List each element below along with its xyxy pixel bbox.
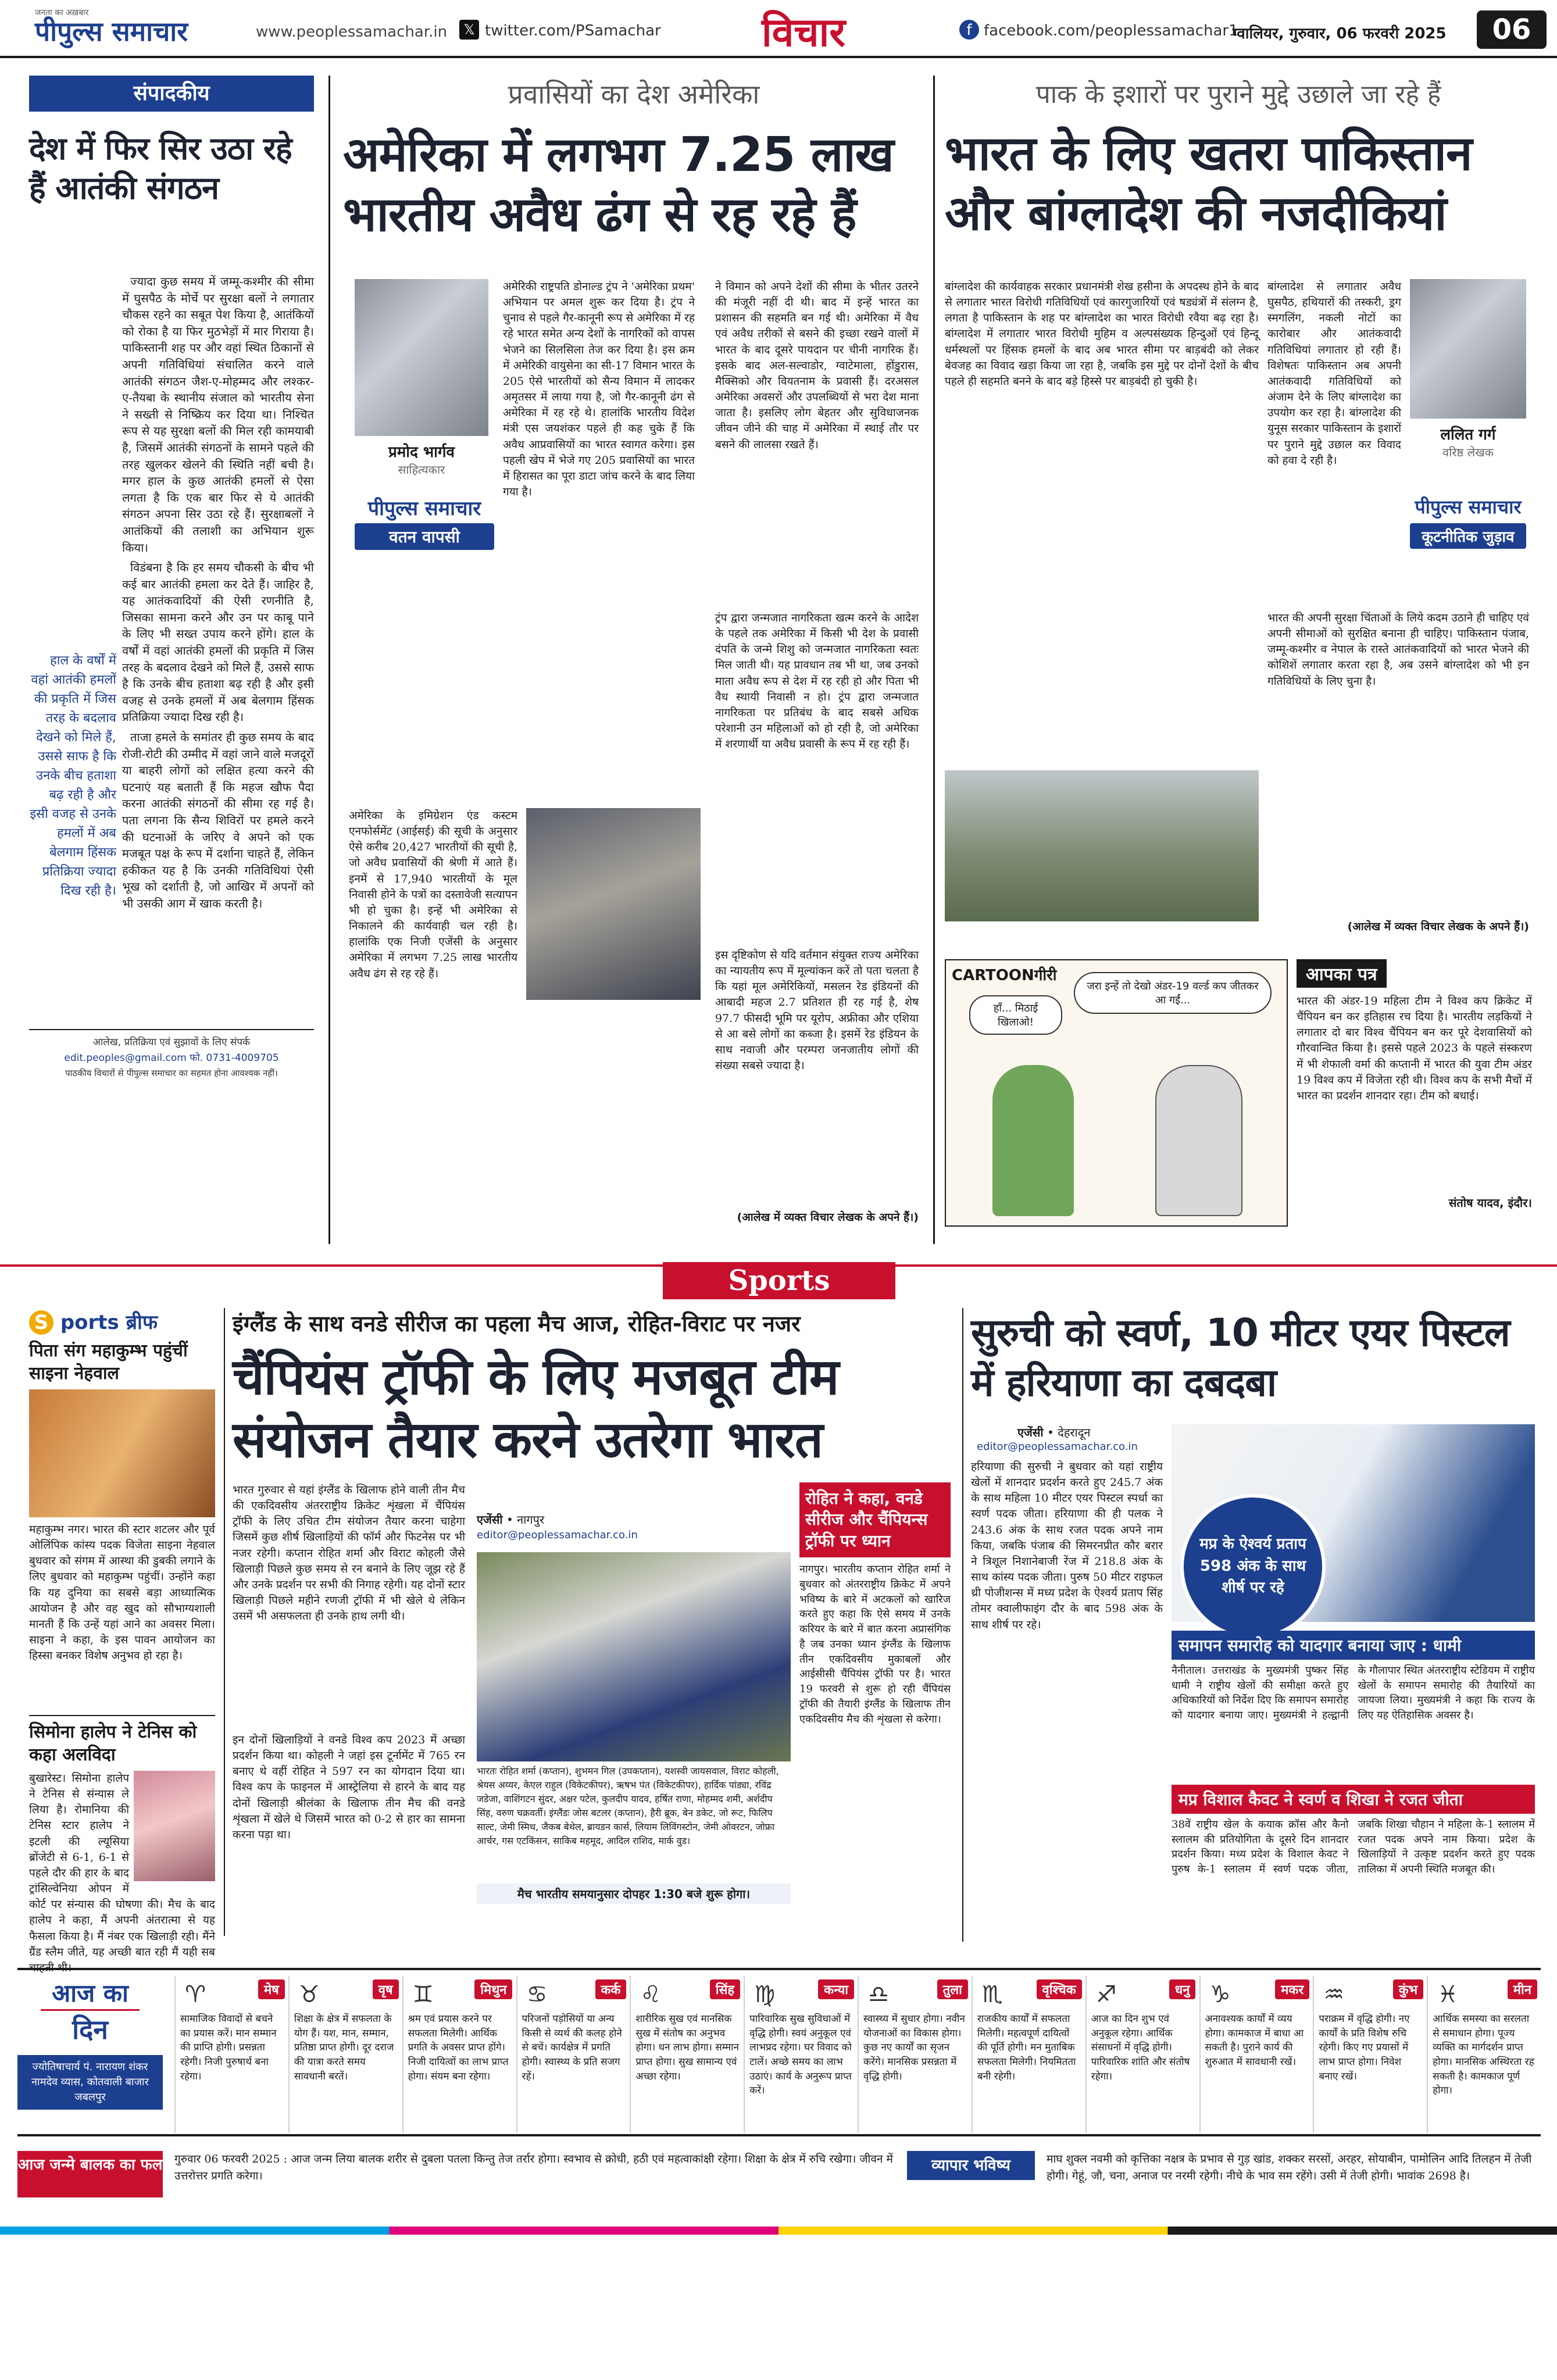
editorial-label: संपादकीय — [29, 76, 314, 112]
zodiac-sign-text: आज का दिन शुभ एवं अनुकूल रहेगा। आर्थिक संसाधनों में वृद्धि होगी। पारिवारिक शांति और संतोष रहेगा। — [1091, 2013, 1190, 2082]
shoot-badge: मप्र के ऐश्वर्य प्रताप 598 अंक के साथ शीर्ष पर रहे — [1180, 1494, 1326, 1639]
dhami-title: समापन समारोह को यादगार बनाया जाए : धामी — [1172, 1631, 1535, 1660]
birth-text: गुरुवार 06 फरवरी 2025 : आज जन्म लिया बालक शरीर से दुबला पतला किन्तु तेज तर्रार होगा। स्वभाव से क्रोधी, हठी एवं महत्वाकांक्षी रहेगा। शिक्षा के क्षेत्र में रुचि रखेगा। जीवन में उत्तरोत्तर प्रगति करेगा। — [174, 2153, 893, 2182]
zodiac-sign-text: शिक्षा के क्षेत्र में सफलता के योग हैं। यश, मान, सम्मान, प्रतिष्ठा प्राप्त होगी। दूर दराज की यात्रा करते समय सावधानी बरतें। — [294, 2013, 394, 2082]
sports-main-col-1: भारत गुरुवार से यहां इंग्लैंड के खिलाफ होने वाली तीन मैच की एकदिवसीय अंतरराष्ट्रीय क्रिकेट शृंखला में चैंपियंस ट्रॉफी के लिए उचित टीम संयोजन तैयार करना चाहेगा जिसमें कुछ शीर्ष खिलाड़ियों की फॉर्म और फिटनेस पर भी नजर रहेगी। कप्तान रोहित शर्मा और विराट कोहली जैसे खिलाड़ी पिछले कुछ समय से रन बनाने के लिए जूझ रहे हैं और उनके प्रदर्शन पर सभी की निगाह रहेगी। यह दोनों स्टार खिलाड़ी पिछले महीने रणजी ट्रॉफी में भी खेले थे लेकिन उसमें भी असफलता ही उनके हाथ लगी थी। — [233, 1484, 465, 1623]
zodiac-cell — [1199, 1976, 1313, 2133]
masthead — [0, 0, 1557, 58]
footer-contact-email[interactable]: edit.peoples@gmail.com फो. 0731-4009705 — [64, 1052, 279, 1064]
horoscope-title-1: आज का — [52, 1979, 128, 2007]
horoscope-title-2: दिन — [41, 2009, 140, 2047]
sports-shooting — [971, 1308, 1535, 1942]
zodiac-sign-icon: ♊ — [412, 1981, 434, 2008]
byline-agency: एजेंसी — [477, 1513, 503, 1527]
zodiac-sign-name: मेष — [258, 1979, 285, 1999]
zodiac-sign-name: धनु — [1169, 1979, 1196, 1999]
dhami-box — [1172, 1631, 1535, 1782]
brief-2-title: सिमोना हालेप ने टेनिस को कहा अलविदा — [29, 1715, 215, 1766]
article-us-headline: अमेरिका में लगभग 7.25 लाख भारतीय अवैध ढंग से रह रहे हैं — [343, 127, 894, 242]
zodiac-sign-text: स्वास्थ्य में सुधार होगा। नवीन योजनाओं का विकास होगा। कुछ नए कार्यों का सृजन करेंगे। मानसिक प्रसन्नता में वृद्धि होगी। — [863, 2013, 965, 2082]
zodiac-sign-icon: ♉ — [298, 1981, 320, 2008]
brief-1-body: महाकुम्भ नगर। भारत की स्टार शटलर और पूर्व ओलिंपिक कांस्य पदक विजेता साइना नेहवाल बुधवार को संगम में आस्था की डुबकी लगाने के लिए बुधवार को महाकुम्भ पहुंचीं। उन्होंने कहा कि यह दुनिया का सबसे बड़ा आध्यात्मिक आयोजन है और वह खुद को सौभाग्यशाली मानती हैं कि उन्हें यहां आने का अवसर मिला। साइना ने कहा, के इस पावन आयोजन का हिस्सा बनकर विशेष अनुभव हो रहा है। — [29, 1523, 215, 1663]
page-number: 06 — [1477, 10, 1547, 49]
zodiac-sign-text: श्रम एवं प्रयास करने पर सफलता मिलेगी। आर्थिक प्रगति के अवसर प्राप्त होंगे। निजी दायित्वों का लाभ प्राप्त होगा। संयम बना रहेगा। — [408, 2013, 509, 2082]
zodiac-cell — [516, 1976, 630, 2133]
editorial-pull-quote: हाल के वर्षों में वहां आतंकी हमलों की प्रकृति में जिस तरह के बदलाव देखने को मिले हैं, उससे साफ है कि उनके बीच हताशा बढ़ रही है और इसी वजह से उनके हमलों में अब बेलगाम हिंसक प्रतिक्रिया ज्यादा दिख रही है। — [30, 653, 116, 898]
match-time: मैच भारतीय समयानुसार दोपहर 1:30 बजे शुरू होगा। — [477, 1884, 791, 1904]
letters-signature: संतोष यादव, इंदौर। — [1448, 1196, 1532, 1210]
article-us-col-2: अमेरिका के इमिग्रेशन एंड कस्टम एनफोर्समेंट (आईसई) की सूची के अनुसार ऐसे करीब 20,427 भारतीयों की सूची है, जो अवैध प्रवासियों की श्रेणी में आते हैं। इनमें से 17,940 भारतीयों के मूल निवासी होने के पत्रों का दस्तावेजी सत्यापन भी हो चुका है। इन्हें भी अमेरिका से निकालने की कार्यवाही चल रही है। हालांकि एक निजी एजेंसी के अनुसार अमेरिका में लगभग 7.25 लाख भारतीय अवैध ढंग से रह रहे हैं। — [349, 809, 517, 980]
business-label: व्यापार भविष्य — [907, 2151, 1035, 2180]
registration-strip — [0, 2227, 1557, 2235]
editorial-body — [122, 273, 314, 1017]
footer-strip — [17, 2145, 1541, 2209]
byline-place: नागपुर — [517, 1513, 545, 1527]
article-us-col-3: ने विमान को अपने देशों की सीमा के भीतर उतरने की मंजूरी नहीं दी थी। बाद में इन्हें भारत का प्रशासन की सहमति बन गई थी। अमेरिका में वैध एवं अवैध तरीकों से बसने की इच्छा रखने वालों में भारत के बाद दूसरे पायदान पर चीनी नागरिक हैं। इसके बाद अल-सल्वाडोर, ग्वाटेमाला, होंडुरास, मैक्सिको और वियतनाम के प्रवासी हैं। दरअसल अमेरिका अवसरों और उपलब्धियों से भरा देश माना जाता है। इसलिए लोग बेहतर और सुविधाजनक जीवन जीने की चाह में अमेरिका में स्थाई तौर पर बसने की लालसा रखते हैं। — [715, 280, 919, 451]
zodiac-sign-icon: ♋ — [526, 1981, 548, 2008]
zodiac-cell — [1427, 1976, 1541, 2133]
sports-brief-label: ports ब्रीफ — [60, 1311, 158, 1334]
masthead-logo[interactable] — [35, 7, 188, 45]
sports-main-email[interactable]: editor@peoplessamachar.co.in — [477, 1529, 638, 1541]
rohit-box-title: रोहित ने कहा, वनडे सीरीज और चैंपियन्स ट्रॉफी पर ध्यान — [799, 1482, 951, 1557]
twitter-icon: 𝕏 — [459, 20, 479, 40]
zodiac-cell — [630, 1976, 744, 2133]
zodiac-sign-text: अनावश्यक कार्यों में व्यय होगा। कामकाज में बाधा आ सकती है। पुराने कार्य की शुरुआत में सावधानी रखें। — [1205, 2013, 1304, 2068]
sports-banner-label: Sports — [663, 1262, 895, 1299]
zodiac-sign-text: सामाजिक विवादों से बचने का प्रयास करें। मान सम्मान की प्राप्ति होगी। प्रसन्नता रहेगी। निजी पुरुषार्थ बना रहेगा। — [180, 2013, 277, 2082]
shoot-body: हरियाणा की सुरुची ने बुधवार को यहां राष्ट्रीय खेलों में शानदार प्रदर्शन करते हुए 245.7 अंक के साथ महिला 10 मीटर एयर पिस्टल स्पर्धा का स्वर्ण पदक जीता। हरियाणा की ही पलक ने 243.6 अंक के साथ रजत पदक अपने नाम किया, जबकि पंजाब की सिमरनप्रीत कौर बरार ने त्रिशूल निशानेबाजी रेंज में 218.8 अंक के साथ कांस्य पदक जीता। पुरुष 50 मीटर राइफल थ्री पोजीशन्स में मध्य प्रदेश के ऐश्वर्य प्रताप सिंह तोमर क्वालीफाइंग दौर के बाद 598 अंक के साथ शीर्ष पर रहे। — [971, 1460, 1163, 1631]
website-link[interactable]: www.peoplessamachar.in — [256, 23, 448, 41]
sports-main-col-2: इन दोनों खिलाड़ियों ने वनडे विश्व कप 2023 में अच्छा प्रदर्शन किया था। कोहली ने जहां इस टूर्नामेंट में 765 रन बनाए थे वहीं रोहित ने 597 रन का योगदान दिया था। विश्व कप के फाइनल में आस्ट्रेलिया से हारने के बाद यह दोनों खिलाड़ी श्रीलंका के खिलाफ तीन मैच की वनडे शृंखला में खेले थे जिसमें भारत को 0-2 से हार का सामना करना पड़ा था। — [233, 1734, 465, 1841]
zodiac-sign-name: तुला — [937, 1979, 968, 1999]
column-label-us: वतन वापसी — [355, 523, 494, 550]
cartoon-label: CARTOONगीरी — [952, 967, 1057, 984]
shoot-byline: एजेंसी • देहरादून — [1017, 1425, 1091, 1439]
editorial-divider — [328, 76, 330, 1244]
zodiac-sign-icon: ♍ — [754, 1981, 776, 2008]
border-fence-photo — [945, 770, 1259, 921]
zodiac-sign-icon: ♏ — [981, 1981, 1003, 2008]
cartoon-box — [945, 959, 1288, 1227]
cartoon-bubble-1: जरा इन्हें तो देखो अंडर-19 वर्ल्ड कप जीतकर आ गईं... — [1074, 972, 1272, 1014]
zodiac-sign-text: शारीरिक सुख एवं मानसिक सुख में संतोष का अनुभव होगा। धन लाभ होगा। सम्मान प्राप्त होगा। सुख सामान्य एवं अच्छा रहेगा। — [635, 2013, 739, 2082]
zodiac-cell — [402, 1976, 516, 2133]
facebook-link[interactable]: facebook.com/peoplessamachar1 — [984, 22, 1238, 40]
zodiac-sign-icon: ♐ — [1095, 1981, 1117, 2008]
footer-disclaimer: पाठकीय विचारों से पीपुल्स समाचार का सहमत होना आवश्यक नहीं। — [65, 1068, 278, 1079]
zodiac-sign-text: आर्थिक समस्या का सरलता से समाधान होगा। पूज्य व्यक्ति का मार्गदर्शन प्राप्त होगा। मानसिक अस्थिरता रह सकती है। कामकाज पूर्ण होगा। — [1433, 2013, 1534, 2097]
article-us — [343, 76, 924, 1238]
zodiac-sign-name: मिथुन — [474, 1979, 512, 1999]
article-pak — [945, 76, 1532, 948]
article-us-col-4: ट्रंप द्वारा जन्मजात नागरिकता खत्म करने के आदेश के पहले तक अमेरिका में किसी भी देश के प्रवासी दंपति के जन्मे शिशु को जन्मजात नागरिकता स्वतः मिल जाती थी। यह प्रावधान तब भी था, जब उनको माता अवैध रूप से देश में रह रही हो और पिता भी वैध स्थायी निवासी न हो। ट्रंप द्वारा जन्मजात नागरिकता पर प्रतिबंध के बाद सबसे अधिक परेशानी उन महिलाओं को हो रही है, जो अमेरिका में शरणार्थी या अवैध प्रवासी के रूप में रह रही हैं। — [715, 612, 919, 751]
shoot-email[interactable]: editor@peoplessamachar.co.in — [977, 1441, 1138, 1453]
sports-divider-2 — [962, 1308, 963, 1942]
deportation-photo — [526, 808, 701, 1000]
footer-contact-label: आलेख, प्रतिक्रिया एवं सुझावों के लिए संपर्क — [92, 1037, 251, 1048]
cartoon-figure-man — [1155, 1065, 1242, 1216]
article-us-endnote: (आलेख में व्यक्त विचार लेखक के अपने हैं।) — [737, 1211, 919, 1224]
brief-2-body: बुखारेस्ट। सिमोना हालेप ने टेनिस से संन्यास ले लिया है। रोमानिया की टेनिस स्टार हालेप ने इटली की ल्यूसिया ब्रोंजेटी से 6-1, 6-1 से पहले दौर की हार के बाद ट्रांसिल्वेनिया ओपन में कोर्ट पर संन्यास की घोषणा की। मैच के बाद हालेप ने कहा, मैं अपनी अंतरात्मा से यह फैसला किया है। मैं नंबर एक खिलाड़ी रही। मैंने ग्रैंड स्लैम जीते, यह अच्छी बात रही मैं यही सब चाहती थी। — [29, 1772, 215, 1974]
mp-body: 38वें राष्ट्रीय खेल के कयाक क्रॉस और कैनो स्लालम की प्रतियोगिता के दूसरे दिन शानदार प्रदर्शन किया। मध्य प्रदेश के विशाल केवट ने पुरुष के-1 स्लालम में स्वर्ण पदक जीता, जबकि शिखा चौहान ने महिला के-1 स्लालम में रजत पदक अपने नाम किया। प्रदेश के खिलाड़ियों ने उत्कृष्ट प्रदर्शन करते हुए पदक तालिका में अपनी स्थिति मजबूत की। — [1172, 1818, 1535, 1876]
sports-banner — [0, 1264, 1557, 1299]
zodiac-sign-icon: ♓ — [1437, 1981, 1459, 2008]
article-pak-headline: भारत के लिए खतरा पाकिस्तान और बांग्लादेश की नजदीकियां — [945, 126, 1472, 241]
sports-main-kicker: इंग्लैंड के साथ वनडे सीरीज का पहला मैच आज, रोहित-विराट पर नजर — [233, 1311, 801, 1336]
cartoon-bubble-2: हाँ... मिठाई खिलाओ! — [969, 995, 1062, 1035]
zodiac-cell — [1313, 1976, 1427, 2133]
article-divider — [933, 76, 935, 1244]
editorial-headline: देश में फिर सिर उठा रहे हैं आतंकी संगठन — [29, 130, 292, 206]
letters-box — [1297, 959, 1532, 1227]
author-photo-pramod — [355, 279, 488, 436]
zodiac-cell — [858, 1976, 972, 2133]
zodiac-sign-icon: ♈ — [185, 1981, 206, 2008]
section-title: विचार — [762, 10, 846, 56]
team-india-photo — [477, 1552, 791, 1761]
article-pak-col-2: बांग्लादेश से लगातार अवैध घुसपैठ, हथियारों की तस्करी, ड्रग स्मगलिंग, नकली नोटों का कारोबार और आतंकवादी गतिविधियां लगातार हो रही हैं। विशेषतः पाकिस्तान अब अपनी आतंकवादी गतिविधियों को अंजाम देने के लिए बांग्लादेश का उपयोग कर रहा है। बांग्लादेश की युनूस सरकार पाकिस्तान के इशारों पर पुराने मुद्दे उछाल कर विवाद को हवा दे रही है। — [1267, 280, 1401, 467]
zodiac-sign-text: पारिवारिक सुख सुविधाओं में वृद्धि होगी। स्वयं अनुकूल एवं लाभप्रद रहेगा। घर विवाद को टालें। अच्छे समय का लाभ उठाएं। कार्य के अनुरूप प्राप्त करें। — [749, 2013, 852, 2097]
zodiac-sign-name: कन्या — [818, 1979, 854, 1999]
letters-title: आपका पत्र — [1297, 959, 1387, 988]
zodiac-sign-name: कर्क — [595, 1979, 627, 1999]
author-photo-lalit — [1410, 279, 1526, 419]
article-us-kicker: प्रवासियों का देश अमेरिका — [508, 78, 760, 110]
zodiac-cell — [972, 1976, 1085, 2133]
column-logo-pak: पीपुल्स समाचार — [1415, 496, 1522, 518]
zodiac-sign-name: कुंभ — [1393, 1979, 1423, 1999]
logo-text: पीपुल्स समाचार — [35, 16, 188, 47]
zodiac-sign-text: परिजनों पड़ोसियों या अन्य किसी से व्यर्थ की कलह होने से बचें। कार्यक्षेत्र में प्रगति होगी। स्वास्थ्य के प्रति सजग रहें। — [522, 2013, 622, 2082]
author-role-lalit: वरिष्ठ लेखक — [1442, 445, 1494, 459]
zodiac-sign-icon: ♒ — [1323, 1981, 1345, 2008]
business-text: माघ शुक्ल नवमी को कृत्तिका नक्षत्र के प्रभाव से गुड़ खांड, शक्कर सरसों, अरहर, सोयाबीन, पामोलिन आदि तिलहन में तेजी होगी। गेहूं, जौ, चना, अनाज पर नरमी रहेगी। नीचे के भाव सम रहेंगे। उसी में तेजी होगी। भावांक 2698 है। — [1047, 2153, 1532, 2182]
sports-main-byline: एजेंसी • नागपुर — [477, 1513, 545, 1527]
article-pak-kicker: पाक के इशारों पर पुराने मुद्दे उछाले जा रहे हैं — [1035, 80, 1441, 109]
sports-brief-s-icon: S — [29, 1310, 53, 1335]
column-logo-us: पीपुल्स समाचार — [367, 497, 481, 520]
team-photo-caption: भारतः रोहित शर्मा (कप्तान), शुभमन गिल (उपकप्तान), यशस्वी जायसवाल, विराट कोहली, श्रेयस अय्यर, केएल राहुल (विकेटकीपर), ऋषभ पंत (विकेटकीपर), हार्दिक पांड्या, रविंद्र जडेजा, वाशिंगटन सुंदर, अक्षर पटेल, कुलदीप यादव, हर्षित राणा, मोहम्मद शमी, अर्शदीप सिंह, वरुण चक्रवर्ती। इंग्लैंडः जोस बटलर (कप्तान), हैरी ब्रूक, बेन डकेट, जो रूट, फिलिप साल्ट, जेमी स्मिथ, जैकब बेथेल, ब्रायडन कार्स, लियाम लिविंगस्टोन, जेमी ओवरटन, जोफ्रा आर्चर, गस एटकिंसन, साकिब महमूद, आदिल राशिद, मार्क वुड। — [477, 1766, 779, 1846]
zodiac-sign-name: वृश्चिक — [1037, 1979, 1082, 1999]
horoscope-astrologer: ज्योतिषाचार्य पं. नारायण शंकर नामदेव व्यास, कोतवाली बाजार जबलपुर — [17, 2055, 163, 2110]
sports-brief — [29, 1308, 215, 1974]
column-label-pak: कूटनीतिक जुड़ाव — [1410, 523, 1526, 549]
zodiac-sign-icon: ♌ — [640, 1981, 662, 2008]
zodiac-sign-icon: ♎ — [868, 1981, 889, 2008]
sports-main — [233, 1308, 954, 1942]
zodiac-sign-text: राजकीय कार्यों में सफलता मिलेगी। महत्वपूर्ण दायित्वों की पूर्ति होगी। मन मुताबिक सफलता मिलेगी। नियमितता बनी रहेगी। — [977, 2013, 1076, 2082]
cartoon-figure-woman — [992, 1065, 1074, 1216]
article-pak-col-1: बांग्लादेश की कार्यवाहक सरकार प्रधानमंत्री शेख हसीना के अपदस्थ होने के बाद से लगातार भारत विरोधी गतिविधियों एवं कारगुजारियों एवं षड्यंत्रों में संलग्न है, लगता है पाकिस्तान के शह पर बांग्लादेश का भारत विरोधी रवैया बढ़ रहा है। बांग्लादेश में लगातार भारत विरोधी मुहिम व अल्पसंख्यक हिन्दुओं एवं हिन्दू धर्मस्थलों पर हिंसक हमलों के बाद अब भारत सीमा पर बाड़बंदी को लेकर बेवजह का विवाद खड़ा किया जा रहा है, जबकि इस मुद्दे पर दोनों देशों के बीच पहले ही सहमति बनने के बाद बड़े हिस्से पर बाड़बंदी हो चुकी है। — [945, 280, 1259, 388]
editorial-footer — [29, 1029, 314, 1080]
horoscope-strip — [17, 1968, 1541, 2136]
horoscope-title-box — [17, 1976, 163, 2133]
halep-photo — [134, 1771, 215, 1881]
zodiac-cell — [174, 1976, 288, 2133]
shoot-byline-agency: एजेंसी — [1017, 1425, 1044, 1439]
zodiac-cell — [288, 1976, 402, 2133]
article-us-col-5: इस दृष्टिकोण से यदि वर्तमान संयुक्त राज्य अमेरिका का न्यायतीय रूप में मूल्यांकन करें तो पता चलता है कि यहां मूल अमेरिकियों, मसलन रेड इंडियनों की आबादी महज 2.7 प्रतिशत ही रह गई है, शेष 97.7 फीसदी भूमि पर यूरोप, अफ्रीका और एशिया से आ बसे लोगों का कब्जा है। इसमें रेड इंडियन के साथ नवाजी और परम्परा जनजातीय लोगों की संख्या सबसे ज्यादा है। — [715, 949, 919, 1073]
rohit-box — [799, 1482, 951, 1924]
brief-1-title: पिता संग महाकुम्भ पहुंचीं साइना नेहवाल — [29, 1341, 188, 1384]
logo-tagline: जनता का अख़बार — [35, 8, 89, 17]
editorial-column — [29, 76, 314, 1256]
author-role-pramod: साहित्यकार — [398, 463, 445, 477]
sports-divider-1 — [224, 1308, 225, 1936]
dhami-body: नैनीताल। उत्तराखंड के मुख्यमंत्री पुष्कर सिंह धामी ने राष्ट्रीय खेलों की समीक्षा करते हुए अधिकारियों को निर्देश दिए कि समापन समारोह को यादगार बनाया जाए। मुख्यमंत्री ने हल्द्वानी के गौलापार स्थित अंतरराष्ट्रीय स्टेडियम में राष्ट्रीय खेलों के समापन समारोह की तैयारियों का जायजा लिया। मुख्यमंत्री ने कहा कि राज्य के लिए यह ऐतिहासिक अवसर है। — [1172, 1664, 1535, 1722]
shoot-byline-place: देहरादून — [1058, 1425, 1091, 1439]
author-name-lalit: ललित गर्ग — [1440, 426, 1496, 444]
zodiac-sign-text: पराक्रम में वृद्धि होगी। नए कार्यों के प्रति विशेष रुचि रहेगी। किए गए प्रयासों में लाभ प्राप्त होगा। निवेश बनाए रखें। — [1319, 2013, 1410, 2082]
sports-main-headline: चैंपियंस ट्रॉफी के लिए मजबूत टीम संयोजन तैयार करने उतरेगा भारत — [233, 1348, 839, 1469]
twitter-link[interactable]: twitter.com/PSamachar — [485, 22, 661, 40]
birth-label: आज जन्मे बालक का फल — [17, 2151, 163, 2197]
facebook-icon: f — [959, 20, 979, 40]
shoot-headline: सुरुची को स्वर्ण, 10 मीटर एयर पिस्टल में हरियाणा का दबदबा — [971, 1310, 1510, 1405]
mp-title: मप्र विशाल कैवट ने स्वर्ण व शिखा ने रजत जीता — [1172, 1785, 1535, 1814]
letters-body: भारत की अंडर-19 महिला टीम ने विश्व कप क्रिकेट में चैंपियन बन कर इतिहास रच दिया है। भारतीय लड़कियों ने लगातार दो बार विश्व चैंपियन बन कर पूरे देशवासियों को गौरवान्वित किया है। इससे पहले 2023 के पहले संस्करण में भी शेफाली वर्मा की कप्तानी में भारत की युवा टीम अंडर 19 विश्व कप में विजेता रही थी। विश्व कप के सभी मैचों में भारत का प्रदर्शन शानदार रहा। टीम को बधाई। — [1297, 995, 1532, 1102]
saina-photo — [29, 1389, 215, 1517]
author-name-pramod: प्रमोद भार्गव — [388, 444, 455, 461]
editorial-para-2: विडंबना है कि हर समय चौकसी के बीच भी कई बार आतंकी हमला कर देते हैं। जाहिर है, यह आतंकवादियों की ऐसी रणनीति है, जिसका सामना करने और उन पर काबू पाने के लिए भी सख्त उपाय करने होंगे। हाल के वर्षों में वहां आतंकी हमलों की प्रकृति में जिस तरह के बदलाव देखने को मिले हैं, उससे साफ है कि उनके बीच हताशा बढ़ रही है और इसी वजह से उनके हमलों में अब बेलगाम हिंसक प्रतिक्रिया ज्यादा दिख रही है। — [122, 560, 314, 724]
rohit-box-body: नागपुर। भारतीय कप्तान रोहित शर्मा ने बुधवार को अंतरराष्ट्रीय क्रिकेट में अपने भविष्य के बारे में अटकलों को खारिज करते हुए कहा कि ऐसे समय में उनके करियर के बारे में बात करना अप्रासंगिक है जब उनका ध्यान इंग्लैंड के खिलाफ तीन एकदिवसीय मुकाबलों और आईसीसी चैंपियंस ट्रॉफी पर है। भारत 19 फरवरी से शुरू हो रही चैंपियंस ट्रॉफी की तैयारी इंग्लैंड के खिलाफ तीन एकदिवसीय मैच की शृंखला से करेगा। — [799, 1563, 951, 1725]
editorial-para-1: ज्यादा कुछ समय में जम्मू-कश्मीर की सीमा में घुसपैठ के मोर्चे पर सुरक्षा बलों ने लगातार चौकस रहने का सबूत पेश किया है, आतंकियों को रोका है या फिर मुठभेड़ों में मार गिराया है। पाकिस्तानी शह पर और वहां स्थित ठिकानों से अपनी गतिविधियां संचालित करने वाले आतंकी संगठन जैश-ए-मोहम्मद और लश्कर-ए-तैयबा के स्थानीय संजाल को भारतीय सेना ने सख्ती से निष्क्रिय कर दिया था। निश्चित रूप से यह सुरक्षा बलों की मिल रही कामयाबी है, जिसमें आतंकी संगठनों के सामने पहले की तरह खुलकर खेलने की स्थिति नहीं बची है। मगर हाल के कुछ आतंकी हमलों से ऐसा लगता है कि एक बार फिर से ये आतंकी संगठन अपना सिर उठा रहे हैं। सुरक्षाबलों ने आतंकियों की तलाशी का अभियान शुरू किया। — [122, 274, 314, 555]
article-us-col-1: अमेरिकी राष्ट्रपति डोनाल्ड ट्रंप ने 'अमेरिका प्रथम' अभियान पर अमल शुरू कर दिया है। ट्रंप ने चुनाव से पहले गैर-कानूनी रूप से अमेरिका में रह रहे भारत समेत अन्य देशों के नागरिकों को वापस भेजने का सिलसिला तेज कर दिया है। इस क्रम में अमेरिकी वायुसेना का सी-17 विमान भारत के 205 ऐसे भारतीयों को सैन्य विमान में लादकर अमृतसर में लाया गया है, जो गैर-कानूनी ढंग से अमेरिका में रह रहे थे। हालांकि भारतीय विदेश मंत्री एस जयशंकर पहले ही कह चुके हैं कि अवैध आप्रवासियों का भारत स्वागत करेगा। इस पहली खेप में भेजे गए 205 प्रवासियों का भारत में हिरासत का पूरा डाटा जांच करने के बाद लिया गया है। — [503, 280, 695, 499]
zodiac-sign-name: सिंह — [710, 1979, 740, 1999]
zodiac-sign-name: मकर — [1275, 1979, 1309, 1999]
article-pak-col-3: भारत की अपनी सुरक्षा चिंताओं के लिये कदम उठाने ही चाहिए एवं अपनी सीमाओं को सुरक्षित बनाना ही चाहिए। पाकिस्तान पंजाब, जम्मू-कश्मीर व नेपाल के रास्ते आतंकवादियों को भारत भेजने की कोशिशें लगातार करता रहा है, अब उसने बांग्लादेश को भी इन गतिविधियों के लिए चुना है। — [1267, 612, 1529, 688]
zodiac-sign-name: वृष — [373, 1979, 399, 1999]
zodiac-sign-name: मीन — [1508, 1979, 1537, 1999]
dateline: ग्वालियर, गुरुवार, 06 फरवरी 2025 — [1233, 25, 1447, 42]
zodiac-cell — [744, 1976, 858, 2133]
mp-box — [1172, 1785, 1535, 1942]
editorial-para-3: ताजा हमले के समांतर ही कुछ समय के बाद रोजी-रोटी की उम्मीद में वहां जाने वाले मजदूरों या बाहरी लोगों को लक्षित हत्या करने की घटनाएं यह बताती हैं कि महज खौफ पैदा करना आतंकी संगठनों की सीमा रह गई है। पता लगना कि सैन्य शिविरों पर हमले करने की घटनाओं के जरिए वे अपने को एक मजबूत पक्ष के रूप में दर्शाना चाहते हैं, लेकिन हकीकत यह है कि उनकी गतिविधियां ऐसी भूख को दर्शाती है, जो आखिर में अपनों को भी उसकी आग में खाक करती है। — [122, 730, 314, 910]
zodiac-sign-icon: ♑ — [1209, 1981, 1231, 2008]
sports-brief-header — [29, 1308, 215, 1335]
zodiac-cell — [1085, 1976, 1199, 2133]
article-pak-endnote: (आलेख में व्यक्त विचार लेखक के अपने हैं।) — [1347, 920, 1529, 933]
